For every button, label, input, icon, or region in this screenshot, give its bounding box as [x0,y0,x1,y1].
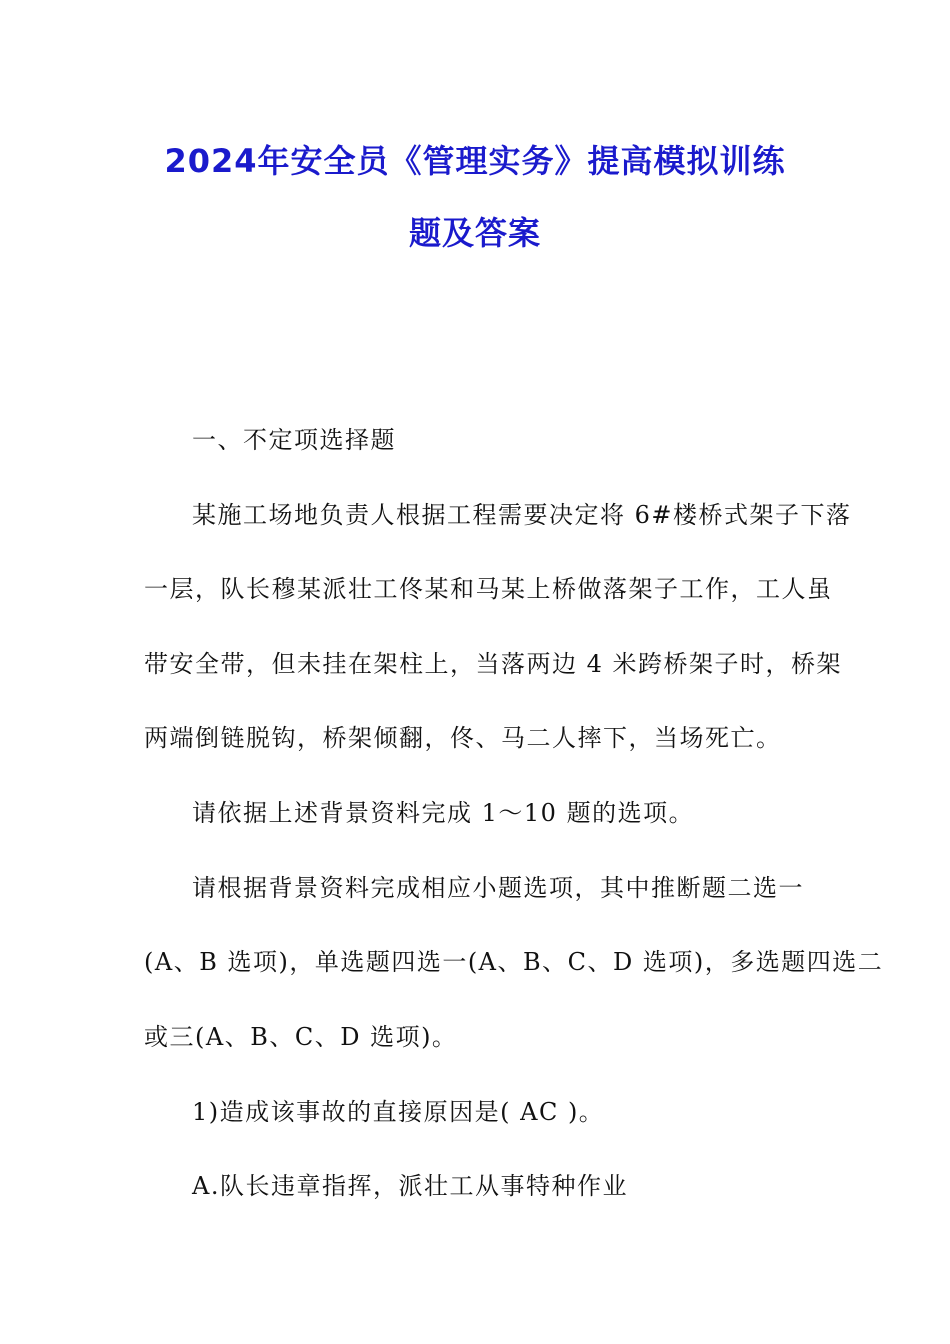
paragraph-line: (A、B 选项)，单选题四选一(A、B、C、D 选项)，多选题四选二 [144,948,884,976]
paragraph-line: 一层，队长穆某派壮工佟某和马某上桥做落架子工作，工人虽 [144,575,833,603]
paragraph-line: 或三(A、B、C、D 选项)。 [144,1023,458,1051]
paragraph-line: 某施工场地负责人根据工程需要决定将 6#楼桥式架子下落 [192,501,852,529]
paragraph-line: 请根据背景资料完成相应小题选项，其中推断题二选一 [192,874,804,902]
section-heading: 一、不定项选择题 [192,426,396,454]
paragraph-line: 两端倒链脱钩，桥架倾翻，佟、马二人摔下，当场死亡。 [144,724,782,752]
document-title-line-2: 题及答案 [408,214,541,252]
paragraph-line: 带安全带，但未挂在架柱上，当落两边 4 米跨桥架子时，桥架 [144,650,843,678]
option-line: A.队长违章指挥，派壮工从事特种作业 [192,1172,628,1200]
question-line: 1)造成该事故的直接原因是( AC )。 [192,1098,605,1126]
document-title-line-1: 2024年安全员《管理实务》提高模拟训练 [164,142,786,180]
paragraph-line: 请依据上述背景资料完成 1～10 题的选项。 [192,799,695,827]
